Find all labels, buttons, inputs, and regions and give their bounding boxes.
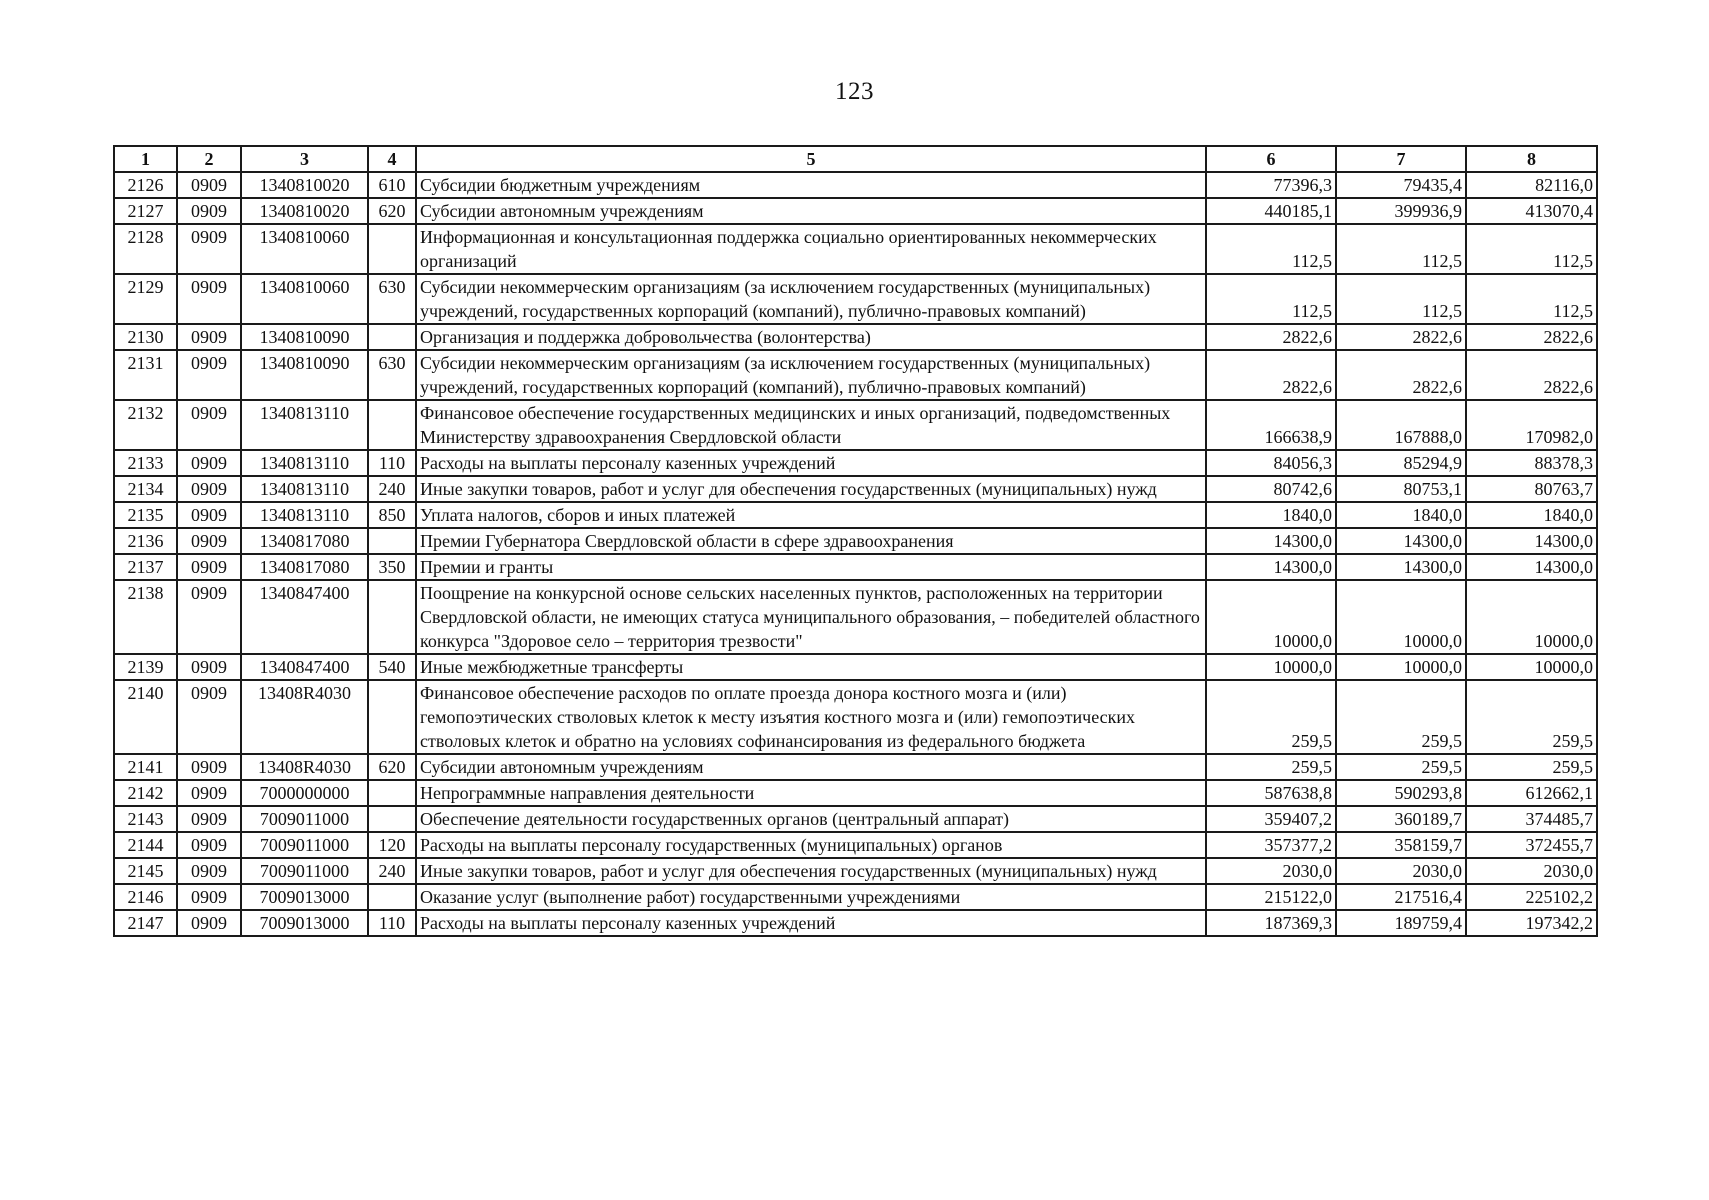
table-row <box>114 806 1597 832</box>
section-code-cell: 0909 <box>177 528 241 554</box>
target-article-cell: 13408R4030 <box>241 680 368 754</box>
target-article-cell: 1340817080 <box>241 528 368 554</box>
amount-col7-cell: 10000,0 <box>1336 580 1466 654</box>
target-article-cell: 1340810090 <box>241 350 368 400</box>
target-article-cell: 7009013000 <box>241 910 368 936</box>
table-row <box>114 580 1597 654</box>
amount-col8-cell: 112,5 <box>1466 224 1597 274</box>
amount-col8-cell: 612662,1 <box>1466 780 1597 806</box>
amount-col6-cell: 84056,3 <box>1206 450 1336 476</box>
target-article-cell: 1340847400 <box>241 654 368 680</box>
row-number-cell: 2131 <box>114 350 177 400</box>
description-cell: Расходы на выплаты персоналу казенных учреждений <box>416 910 1206 936</box>
row-number-cell: 2136 <box>114 528 177 554</box>
amount-col7-cell: 259,5 <box>1336 680 1466 754</box>
amount-col8-cell: 82116,0 <box>1466 172 1597 198</box>
expense-type-cell <box>368 680 416 754</box>
amount-col6-cell: 259,5 <box>1206 754 1336 780</box>
section-code-cell: 0909 <box>177 910 241 936</box>
amount-col8-cell: 225102,2 <box>1466 884 1597 910</box>
description-cell: Иные закупки товаров, работ и услуг для обеспечения государственных (муниципальных) нужд <box>416 858 1206 884</box>
section-code-cell: 0909 <box>177 858 241 884</box>
description-cell: Обеспечение деятельности государственных органов (центральный аппарат) <box>416 806 1206 832</box>
description-cell: Расходы на выплаты персоналу государственных (муниципальных) органов <box>416 832 1206 858</box>
section-code-cell: 0909 <box>177 324 241 350</box>
expense-type-cell <box>368 580 416 654</box>
amount-col6-cell: 2822,6 <box>1206 324 1336 350</box>
target-article-cell: 7009011000 <box>241 858 368 884</box>
page-number: 123 <box>835 78 874 105</box>
table-row <box>114 324 1597 350</box>
section-code-cell: 0909 <box>177 274 241 324</box>
target-article-cell: 7009011000 <box>241 806 368 832</box>
row-number-cell: 2139 <box>114 654 177 680</box>
amount-col6-cell: 357377,2 <box>1206 832 1336 858</box>
amount-col8-cell: 259,5 <box>1466 754 1597 780</box>
amount-col7-cell: 14300,0 <box>1336 528 1466 554</box>
table-row <box>114 528 1597 554</box>
row-number-cell: 2133 <box>114 450 177 476</box>
target-article-cell: 7009011000 <box>241 832 368 858</box>
expense-type-cell: 540 <box>368 654 416 680</box>
amount-col7-cell: 2030,0 <box>1336 858 1466 884</box>
amount-col6-cell: 80742,6 <box>1206 476 1336 502</box>
amount-col6-cell: 14300,0 <box>1206 554 1336 580</box>
amount-col8-cell: 170982,0 <box>1466 400 1597 450</box>
table-row <box>114 450 1597 476</box>
amount-col6-cell: 166638,9 <box>1206 400 1336 450</box>
description-cell: Организация и поддержка добровольчества (волонтерства) <box>416 324 1206 350</box>
table-row <box>114 780 1597 806</box>
expense-type-cell <box>368 224 416 274</box>
amount-col7-cell: 2822,6 <box>1336 324 1466 350</box>
amount-col6-cell: 112,5 <box>1206 224 1336 274</box>
description-cell: Поощрение на конкурсной основе сельских населенных пунктов, расположенных на территории Свердловской области, не имеющих статуса муниципального образования, – победителей областного конкурса "Здоровое село – территория трезвости" <box>416 580 1206 654</box>
amount-col7-cell: 80753,1 <box>1336 476 1466 502</box>
description-cell: Уплата налогов, сборов и иных платежей <box>416 502 1206 528</box>
expense-type-cell: 850 <box>368 502 416 528</box>
expense-type-cell: 620 <box>368 198 416 224</box>
description-cell: Финансовое обеспечение государственных медицинских и иных организаций, подведомственных Министерству здравоохранения Свердловской области <box>416 400 1206 450</box>
table-row <box>114 884 1597 910</box>
amount-col8-cell: 2822,6 <box>1466 324 1597 350</box>
row-number-cell: 2144 <box>114 832 177 858</box>
row-number-cell: 2142 <box>114 780 177 806</box>
amount-col8-cell: 413070,4 <box>1466 198 1597 224</box>
table-row <box>114 476 1597 502</box>
table-body <box>114 172 1597 936</box>
row-number-cell: 2141 <box>114 754 177 780</box>
row-number-cell: 2145 <box>114 858 177 884</box>
amount-col7-cell: 1840,0 <box>1336 502 1466 528</box>
row-number-cell: 2129 <box>114 274 177 324</box>
target-article-cell: 1340847400 <box>241 580 368 654</box>
section-code-cell: 0909 <box>177 780 241 806</box>
section-code-cell: 0909 <box>177 450 241 476</box>
row-number-cell: 2147 <box>114 910 177 936</box>
expense-type-cell <box>368 528 416 554</box>
description-cell: Субсидии автономным учреждениям <box>416 754 1206 780</box>
table-row <box>114 554 1597 580</box>
table-row <box>114 274 1597 324</box>
amount-col7-cell: 14300,0 <box>1336 554 1466 580</box>
table-row <box>114 654 1597 680</box>
header-cell: 6 <box>1206 146 1336 172</box>
section-code-cell: 0909 <box>177 400 241 450</box>
row-number-cell: 2127 <box>114 198 177 224</box>
budget-table <box>113 145 1598 937</box>
amount-col8-cell: 2822,6 <box>1466 350 1597 400</box>
amount-col6-cell: 259,5 <box>1206 680 1336 754</box>
amount-col8-cell: 14300,0 <box>1466 554 1597 580</box>
target-article-cell: 1340813110 <box>241 476 368 502</box>
expense-type-cell: 240 <box>368 476 416 502</box>
amount-col8-cell: 112,5 <box>1466 274 1597 324</box>
amount-col6-cell: 2822,6 <box>1206 350 1336 400</box>
amount-col7-cell: 259,5 <box>1336 754 1466 780</box>
target-article-cell: 1340810020 <box>241 172 368 198</box>
target-article-cell: 7000000000 <box>241 780 368 806</box>
header-cell: 3 <box>241 146 368 172</box>
description-cell: Субсидии некоммерческим организациям (за исключением государственных (муниципальных) учреждений, государственных корпораций (компаний), публично-правовых компаний) <box>416 350 1206 400</box>
expense-type-cell <box>368 806 416 832</box>
amount-col7-cell: 112,5 <box>1336 224 1466 274</box>
row-number-cell: 2128 <box>114 224 177 274</box>
table-row <box>114 832 1597 858</box>
amount-col7-cell: 189759,4 <box>1336 910 1466 936</box>
section-code-cell: 0909 <box>177 680 241 754</box>
expense-type-cell: 620 <box>368 754 416 780</box>
header-cell: 4 <box>368 146 416 172</box>
target-article-cell: 1340810060 <box>241 224 368 274</box>
header-cell: 5 <box>416 146 1206 172</box>
amount-col7-cell: 2822,6 <box>1336 350 1466 400</box>
amount-col7-cell: 167888,0 <box>1336 400 1466 450</box>
description-cell: Информационная и консультационная поддержка социально ориентированных некоммерческих организаций <box>416 224 1206 274</box>
amount-col7-cell: 217516,4 <box>1336 884 1466 910</box>
section-code-cell: 0909 <box>177 554 241 580</box>
amount-col8-cell: 80763,7 <box>1466 476 1597 502</box>
description-cell: Субсидии некоммерческим организациям (за исключением государственных (муниципальных) учреждений, государственных корпораций (компаний), публично-правовых компаний) <box>416 274 1206 324</box>
row-number-cell: 2132 <box>114 400 177 450</box>
amount-col8-cell: 10000,0 <box>1466 654 1597 680</box>
amount-col8-cell: 14300,0 <box>1466 528 1597 554</box>
amount-col6-cell: 587638,8 <box>1206 780 1336 806</box>
description-cell: Субсидии бюджетным учреждениям <box>416 172 1206 198</box>
description-cell: Премии Губернатора Свердловской области в сфере здравоохранения <box>416 528 1206 554</box>
section-code-cell: 0909 <box>177 754 241 780</box>
row-number-cell: 2140 <box>114 680 177 754</box>
amount-col7-cell: 358159,7 <box>1336 832 1466 858</box>
amount-col7-cell: 590293,8 <box>1336 780 1466 806</box>
amount-col7-cell: 10000,0 <box>1336 654 1466 680</box>
table-row <box>114 198 1597 224</box>
amount-col8-cell: 259,5 <box>1466 680 1597 754</box>
amount-col6-cell: 1840,0 <box>1206 502 1336 528</box>
target-article-cell: 1340810060 <box>241 274 368 324</box>
row-number-cell: 2134 <box>114 476 177 502</box>
section-code-cell: 0909 <box>177 884 241 910</box>
amount-col8-cell: 2030,0 <box>1466 858 1597 884</box>
section-code-cell: 0909 <box>177 806 241 832</box>
expense-type-cell <box>368 400 416 450</box>
section-code-cell: 0909 <box>177 198 241 224</box>
expense-type-cell: 610 <box>368 172 416 198</box>
description-cell: Расходы на выплаты персоналу казенных учреждений <box>416 450 1206 476</box>
amount-col6-cell: 187369,3 <box>1206 910 1336 936</box>
amount-col7-cell: 112,5 <box>1336 274 1466 324</box>
expense-type-cell <box>368 324 416 350</box>
table-row <box>114 224 1597 274</box>
header-row <box>114 146 1597 172</box>
amount-col6-cell: 10000,0 <box>1206 580 1336 654</box>
target-article-cell: 1340817080 <box>241 554 368 580</box>
amount-col7-cell: 399936,9 <box>1336 198 1466 224</box>
section-code-cell: 0909 <box>177 580 241 654</box>
target-article-cell: 1340813110 <box>241 450 368 476</box>
header-cell: 1 <box>114 146 177 172</box>
section-code-cell: 0909 <box>177 502 241 528</box>
row-number-cell: 2143 <box>114 806 177 832</box>
amount-col6-cell: 2030,0 <box>1206 858 1336 884</box>
amount-col6-cell: 77396,3 <box>1206 172 1336 198</box>
amount-col7-cell: 85294,9 <box>1336 450 1466 476</box>
target-article-cell: 7009013000 <box>241 884 368 910</box>
expense-type-cell: 110 <box>368 910 416 936</box>
row-number-cell: 2137 <box>114 554 177 580</box>
section-code-cell: 0909 <box>177 224 241 274</box>
amount-col6-cell: 112,5 <box>1206 274 1336 324</box>
amount-col8-cell: 1840,0 <box>1466 502 1597 528</box>
amount-col6-cell: 215122,0 <box>1206 884 1336 910</box>
description-cell: Иные межбюджетные трансферты <box>416 654 1206 680</box>
amount-col8-cell: 372455,7 <box>1466 832 1597 858</box>
expense-type-cell: 630 <box>368 274 416 324</box>
amount-col8-cell: 374485,7 <box>1466 806 1597 832</box>
description-cell: Субсидии автономным учреждениям <box>416 198 1206 224</box>
description-cell: Непрограммные направления деятельности <box>416 780 1206 806</box>
description-cell: Финансовое обеспечение расходов по оплате проезда донора костного мозга и (или) гемопоэтических стволовых клеток к месту изъятия костного мозга и (или) гемопоэтических стволовых клеток и обратно на условиях софинансирования из федерального бюджета <box>416 680 1206 754</box>
expense-type-cell: 350 <box>368 554 416 580</box>
target-article-cell: 13408R4030 <box>241 754 368 780</box>
section-code-cell: 0909 <box>177 476 241 502</box>
table-row <box>114 502 1597 528</box>
expense-type-cell: 120 <box>368 832 416 858</box>
expense-type-cell: 110 <box>368 450 416 476</box>
description-cell: Оказание услуг (выполнение работ) государственными учреждениями <box>416 884 1206 910</box>
row-number-cell: 2126 <box>114 172 177 198</box>
table-row <box>114 400 1597 450</box>
expense-type-cell: 630 <box>368 350 416 400</box>
amount-col6-cell: 359407,2 <box>1206 806 1336 832</box>
target-article-cell: 1340813110 <box>241 400 368 450</box>
amount-col6-cell: 440185,1 <box>1206 198 1336 224</box>
amount-col6-cell: 14300,0 <box>1206 528 1336 554</box>
expense-type-cell: 240 <box>368 858 416 884</box>
amount-col6-cell: 10000,0 <box>1206 654 1336 680</box>
section-code-cell: 0909 <box>177 172 241 198</box>
description-cell: Иные закупки товаров, работ и услуг для обеспечения государственных (муниципальных) нужд <box>416 476 1206 502</box>
row-number-cell: 2135 <box>114 502 177 528</box>
table-row <box>114 350 1597 400</box>
row-number-cell: 2138 <box>114 580 177 654</box>
section-code-cell: 0909 <box>177 654 241 680</box>
amount-col8-cell: 88378,3 <box>1466 450 1597 476</box>
target-article-cell: 1340813110 <box>241 502 368 528</box>
table-row <box>114 754 1597 780</box>
header-cell: 7 <box>1336 146 1466 172</box>
amount-col7-cell: 360189,7 <box>1336 806 1466 832</box>
expense-type-cell <box>368 884 416 910</box>
table-row <box>114 172 1597 198</box>
description-cell: Премии и гранты <box>416 554 1206 580</box>
amount-col8-cell: 10000,0 <box>1466 580 1597 654</box>
expense-type-cell <box>368 780 416 806</box>
table-row <box>114 858 1597 884</box>
amount-col7-cell: 79435,4 <box>1336 172 1466 198</box>
section-code-cell: 0909 <box>177 350 241 400</box>
header-cell: 8 <box>1466 146 1597 172</box>
section-code-cell: 0909 <box>177 832 241 858</box>
table-row <box>114 910 1597 936</box>
target-article-cell: 1340810020 <box>241 198 368 224</box>
amount-col8-cell: 197342,2 <box>1466 910 1597 936</box>
row-number-cell: 2130 <box>114 324 177 350</box>
target-article-cell: 1340810090 <box>241 324 368 350</box>
row-number-cell: 2146 <box>114 884 177 910</box>
header-cell: 2 <box>177 146 241 172</box>
table-row <box>114 680 1597 754</box>
